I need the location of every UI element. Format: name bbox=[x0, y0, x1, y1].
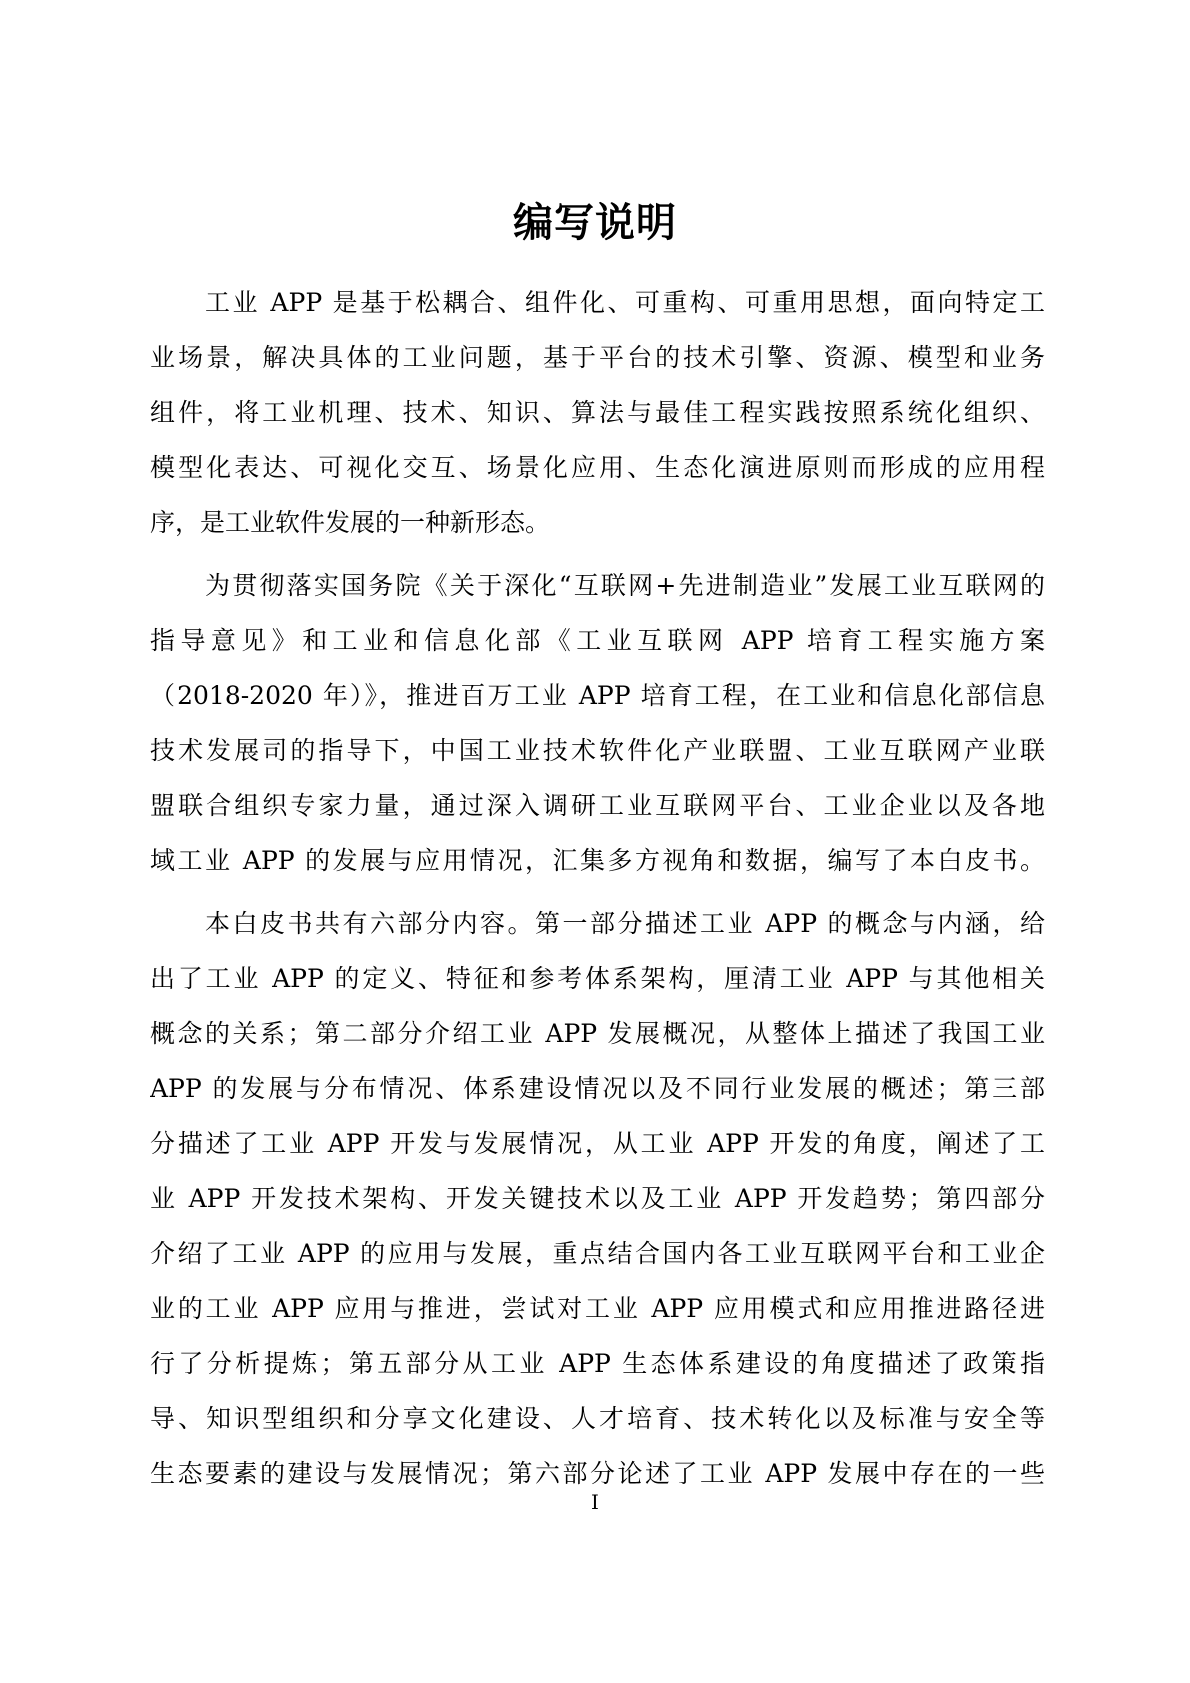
text-line: 业场景，解决具体的工业问题，基于平台的技术引擎、资源、模型和业务 bbox=[150, 343, 1045, 372]
text-line: 概念的关系；第二部分介绍工业 APP 发展概况，从整体上描述了我国工业 bbox=[150, 1019, 1045, 1048]
text-line: 本白皮书共有六部分内容。第一部分描述工业 APP 的概念与内涵，给 bbox=[205, 909, 1045, 938]
text-line: （2018-2020 年）》，推进百万工业 APP 培育工程，在工业和信息化部信息 bbox=[150, 681, 1045, 710]
page-title: 编写说明 bbox=[513, 200, 677, 246]
text-line: 生态要素的建设与发展情况；第六部分论述了工业 APP 发展中存在的一些 bbox=[150, 1459, 1045, 1488]
text-line: 指导意见》和工业和信息化部《工业互联网 APP 培育工程实施方案 bbox=[150, 626, 1045, 655]
text-line: 组件，将工业机理、技术、知识、算法与最佳工程实践按照系统化组织、 bbox=[150, 398, 1045, 427]
text-line: 盟联合组织专家力量，通过深入调研工业互联网平台、工业企业以及各地 bbox=[150, 791, 1045, 820]
page-number: I bbox=[591, 1490, 599, 1514]
text-line: 业 APP 开发技术架构、开发关键技术以及工业 APP 开发趋势；第四部分 bbox=[150, 1184, 1045, 1213]
text-line: 模型化表达、可视化交互、场景化应用、生态化演进原则而形成的应用程 bbox=[150, 453, 1045, 482]
text-line: APP 的发展与分布情况、体系建设情况以及不同行业发展的概述；第三部 bbox=[150, 1074, 1045, 1103]
paragraph-definition bbox=[150, 275, 1045, 550]
text-line: 技术发展司的指导下，中国工业技术软件化产业联盟、工业互联网产业联 bbox=[150, 736, 1045, 765]
text-line: 导、知识型组织和分享文化建设、人才培育、技术转化以及标准与安全等 bbox=[150, 1404, 1045, 1433]
text-line: 业的工业 APP 应用与推进，尝试对工业 APP 应用模式和应用推进路径进 bbox=[150, 1294, 1045, 1323]
body-text bbox=[150, 275, 1045, 1509]
paragraph-contents bbox=[150, 896, 1045, 1501]
paragraph-background bbox=[150, 558, 1045, 888]
text-line: 域工业 APP 的发展与应用情况，汇集多方视角和数据，编写了本白皮书。 bbox=[150, 846, 1045, 875]
text-line: 行了分析提炼；第五部分从工业 APP 生态体系建设的角度描述了政策指 bbox=[150, 1349, 1045, 1378]
text-line: 序，是工业软件发展的一种新形态。 bbox=[150, 508, 551, 537]
text-line: 分描述了工业 APP 开发与发展情况，从工业 APP 开发的角度，阐述了工 bbox=[150, 1129, 1045, 1158]
text-line: 工业 APP 是基于松耦合、组件化、可重构、可重用思想，面向特定工 bbox=[205, 288, 1045, 317]
text-line: 出了工业 APP 的定义、特征和参考体系架构，厘清工业 APP 与其他相关 bbox=[150, 964, 1045, 993]
text-line: 为贯彻落实国务院《关于深化“互联网+先进制造业”发展工业互联网的 bbox=[205, 571, 1045, 600]
text-line: 介绍了工业 APP 的应用与发展，重点结合国内各工业互联网平台和工业企 bbox=[150, 1239, 1045, 1268]
